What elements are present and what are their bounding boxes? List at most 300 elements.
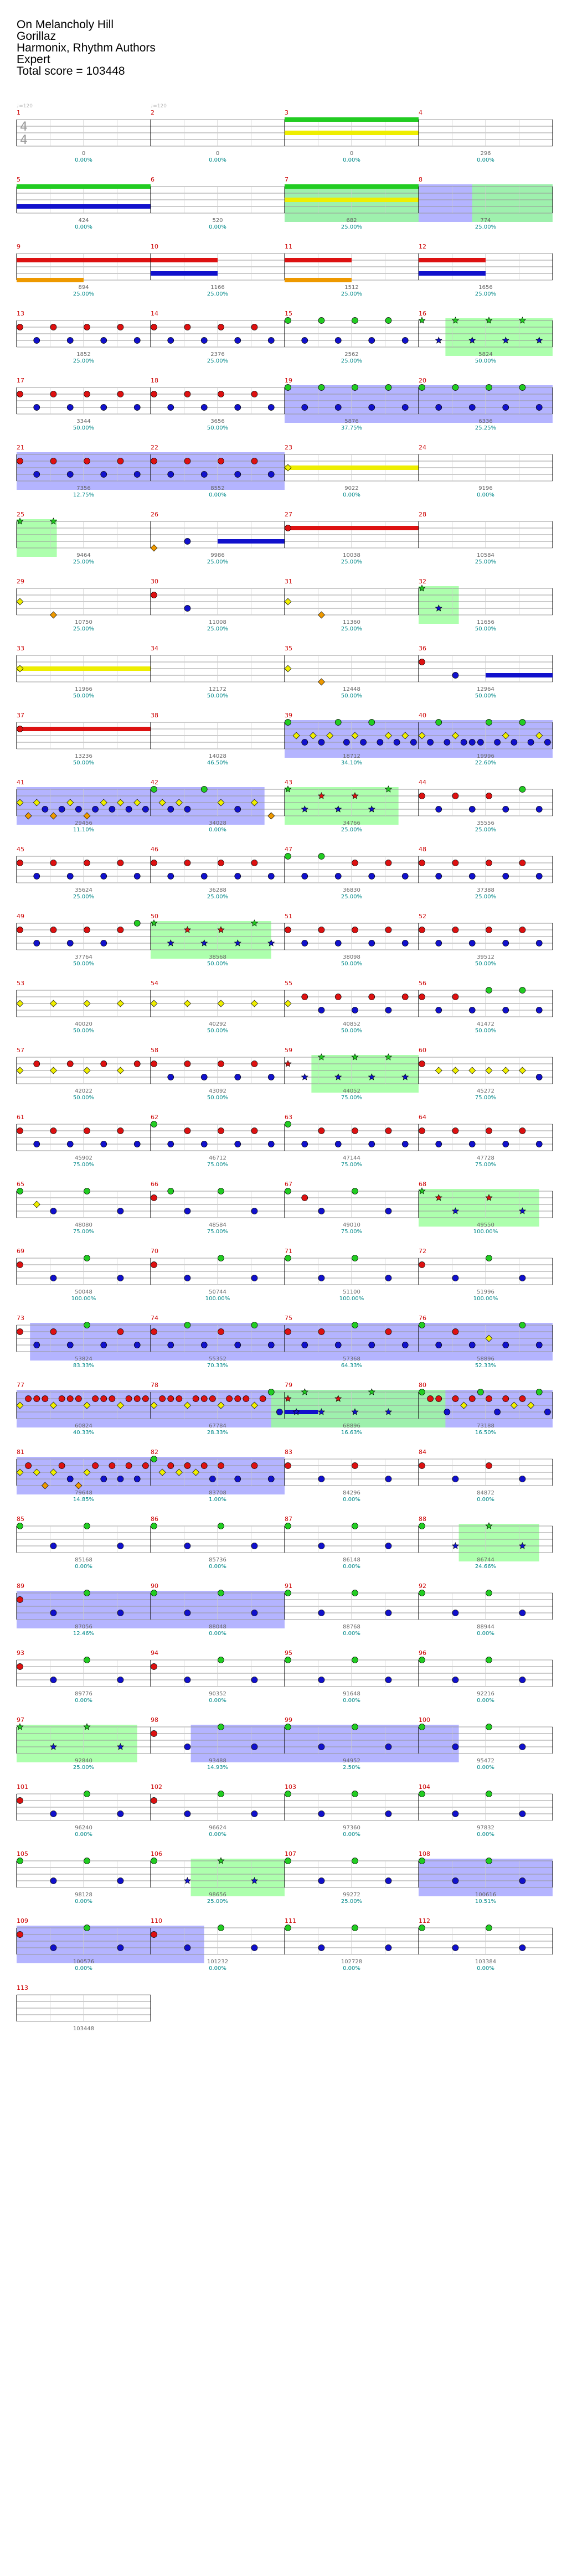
measure-number: 39 (285, 712, 292, 719)
note (84, 324, 90, 330)
note (151, 1456, 157, 1462)
measure-score: 36288 (209, 887, 226, 893)
measure-54 (151, 980, 285, 1034)
note (419, 385, 425, 391)
measure-score: 49010 (343, 1222, 360, 1228)
note (101, 1342, 107, 1348)
measure-score: 89776 (75, 1691, 92, 1697)
note (50, 1878, 56, 1884)
note (235, 1342, 241, 1348)
measure-95 (285, 1649, 419, 1704)
measure-number: 111 (285, 1917, 296, 1925)
measure-score: 40852 (343, 1021, 360, 1027)
measure-score: 47144 (343, 1155, 360, 1161)
measure-percent: 25.00% (475, 291, 497, 297)
measure-74 (151, 1315, 285, 1369)
note (151, 1731, 157, 1737)
note (544, 1409, 550, 1415)
note (17, 458, 23, 464)
note (142, 806, 148, 813)
note-diamond (184, 1000, 191, 1007)
note (117, 1275, 123, 1281)
note (335, 338, 341, 344)
star-power-section (472, 184, 553, 222)
measure-number: 72 (419, 1248, 426, 1255)
note (134, 1396, 140, 1402)
measure-score: 5824 (478, 351, 493, 358)
note (519, 1128, 525, 1134)
measure-score: 91648 (343, 1691, 360, 1697)
measure-62 (151, 1114, 285, 1168)
note (34, 1342, 40, 1348)
measure-number: 106 (151, 1850, 162, 1858)
measure-percent: 0.00% (477, 157, 494, 163)
note (17, 1262, 23, 1268)
note (452, 385, 458, 391)
note (134, 1342, 140, 1348)
measure-number: 50 (151, 913, 158, 920)
measure-percent: 0.00% (209, 1631, 226, 1637)
measure-score: 1166 (210, 285, 225, 291)
note (75, 806, 81, 813)
note (109, 1396, 115, 1402)
measure-score: 100576 (73, 1959, 95, 1965)
note (519, 720, 525, 726)
measure-score: 84296 (343, 1490, 360, 1496)
measure-percent: 25.00% (475, 894, 497, 900)
note (67, 873, 73, 880)
note (385, 1275, 391, 1281)
measure-percent: 16.50% (475, 1430, 497, 1436)
measure-51 (285, 913, 419, 967)
measure-score: 98656 (209, 1892, 226, 1898)
note-diamond (84, 1067, 90, 1074)
measure-percent: 0.00% (477, 1497, 494, 1503)
measure-number: 69 (17, 1248, 24, 1255)
note (335, 405, 341, 411)
measure-score: 98128 (75, 1892, 92, 1898)
note (50, 1677, 56, 1683)
measure-percent: 0.00% (343, 157, 360, 163)
measure-percent: 50.00% (73, 693, 95, 699)
measure-score: 12448 (343, 686, 360, 692)
note (201, 873, 207, 880)
note (469, 739, 475, 746)
note (84, 1925, 90, 1931)
note (260, 1396, 266, 1402)
note (17, 1329, 23, 1335)
measure-percent: 25.00% (207, 358, 229, 364)
note (494, 1409, 501, 1415)
note (159, 1396, 166, 1402)
note (410, 739, 416, 746)
measure-score: 2376 (210, 351, 225, 358)
note (402, 405, 408, 411)
measure-number: 53 (17, 980, 24, 987)
note-diamond (50, 612, 57, 618)
measure-number: 6 (151, 176, 154, 183)
note (17, 324, 23, 330)
note (184, 1811, 190, 1817)
measure-percent: 0.00% (343, 1497, 360, 1503)
note (151, 458, 157, 464)
measure-percent: 50.00% (341, 961, 363, 967)
measure-percent: 0.00% (75, 1832, 92, 1838)
note (436, 720, 442, 726)
measure-score: 9022 (344, 485, 359, 492)
measure-score: 73188 (477, 1423, 494, 1429)
note-diamond (285, 665, 291, 672)
note (369, 405, 375, 411)
note (101, 873, 107, 880)
note (17, 1188, 23, 1194)
note (419, 927, 425, 933)
note (302, 405, 308, 411)
measure-percent: 0.00% (343, 1631, 360, 1637)
measure-26 (151, 511, 285, 565)
note (218, 458, 224, 464)
measure-score: 6336 (478, 418, 493, 425)
measure-92 (419, 1582, 553, 1637)
note (126, 1396, 132, 1402)
note (251, 1208, 257, 1214)
note (469, 1342, 475, 1348)
measure-percent: 75.00% (207, 1162, 229, 1168)
measure-47 (285, 846, 419, 900)
note (318, 1128, 324, 1134)
measure-number: 61 (17, 1114, 24, 1121)
note (42, 1396, 48, 1402)
measure-6 (151, 176, 285, 230)
measure-45 (17, 846, 151, 900)
note (67, 338, 73, 344)
note (436, 405, 442, 411)
note (17, 726, 23, 732)
note (285, 1791, 291, 1797)
measure-score: 38568 (209, 954, 226, 960)
measure-percent: 12.46% (73, 1631, 95, 1637)
note (134, 1476, 140, 1482)
measure-score: 9464 (76, 552, 91, 558)
measure-percent: 75.00% (73, 1229, 95, 1235)
star-power-section (271, 1390, 285, 1427)
measure-score: 1852 (76, 351, 91, 358)
note (151, 1590, 157, 1596)
measure-score: 68896 (343, 1423, 360, 1429)
measure-3 (285, 109, 419, 163)
note (17, 1597, 23, 1603)
note (302, 940, 308, 946)
note-diamond (218, 1000, 224, 1007)
note (59, 1463, 65, 1469)
note (92, 1396, 99, 1402)
measure-score: 103448 (73, 2026, 95, 2032)
note (34, 472, 40, 478)
note (50, 1543, 56, 1549)
star-power-section (285, 787, 399, 825)
note (419, 1925, 425, 1931)
note (34, 405, 40, 411)
measure-number: 109 (17, 1917, 28, 1925)
note (419, 659, 425, 665)
note (34, 338, 40, 344)
measure-percent: 0.00% (209, 224, 226, 230)
note (251, 1811, 257, 1817)
note (285, 1724, 291, 1730)
measure-number: 66 (151, 1181, 158, 1188)
measure-number: 94 (151, 1649, 158, 1657)
note (25, 1463, 32, 1469)
note (168, 338, 174, 344)
measure-number: 56 (419, 980, 426, 987)
note (251, 458, 257, 464)
measure-number: 76 (419, 1315, 426, 1322)
note (201, 1074, 207, 1080)
note (50, 1208, 56, 1214)
note (318, 1543, 324, 1549)
note (318, 1677, 324, 1683)
measure-number: 86 (151, 1515, 158, 1523)
measure-percent: 70.33% (207, 1363, 229, 1369)
measure-score: 90352 (209, 1691, 226, 1697)
note (50, 1811, 56, 1817)
note (385, 318, 391, 324)
measure-percent: 25.00% (73, 1765, 95, 1771)
note (427, 739, 434, 746)
measure-score: 40020 (75, 1021, 92, 1027)
note (519, 1878, 525, 1884)
measure-69 (17, 1248, 151, 1302)
measure-number: 95 (285, 1649, 292, 1657)
note (318, 1275, 324, 1281)
note (218, 1925, 224, 1931)
measure-number: 107 (285, 1850, 296, 1858)
note (352, 927, 358, 933)
measure-score: 0 (81, 151, 86, 157)
measure-number: 103 (285, 1783, 296, 1791)
measure-percent: 0.00% (477, 1965, 494, 1972)
note (151, 1798, 157, 1804)
note (84, 1255, 90, 1261)
note (318, 854, 324, 860)
note-diamond (117, 1067, 124, 1074)
measure-score: 11656 (477, 619, 494, 625)
measure-number: 88 (419, 1515, 426, 1523)
note (50, 1945, 56, 1951)
measure-percent: 50.00% (73, 1028, 95, 1034)
measure-42 (151, 779, 285, 833)
tempo-marking: ♩=120 (151, 104, 167, 109)
measure-36 (419, 645, 553, 699)
measure-percent: 0.00% (343, 1564, 360, 1570)
measure-16 (419, 310, 553, 364)
measure-number: 48 (419, 846, 426, 853)
note (335, 994, 341, 1000)
star-note (285, 1061, 291, 1067)
note (511, 739, 517, 746)
measure-number: 1 (17, 109, 20, 116)
measure-96 (419, 1649, 553, 1704)
measure-50 (151, 913, 285, 967)
note (469, 1141, 475, 1147)
measure-percent: 1.00% (209, 1497, 226, 1503)
measure-13 (17, 310, 151, 364)
measure-68 (419, 1181, 553, 1235)
measure-number: 58 (151, 1047, 158, 1054)
note (369, 338, 375, 344)
measure-93 (17, 1649, 151, 1704)
note (101, 1061, 107, 1067)
measure-percent: 34.10% (341, 760, 363, 766)
note (352, 1590, 358, 1596)
solo-section (419, 1725, 459, 1762)
note (117, 927, 123, 933)
note (318, 1208, 324, 1214)
note (184, 806, 190, 813)
note (285, 318, 291, 324)
measure-score: 51996 (477, 1289, 494, 1295)
note (184, 1061, 190, 1067)
measure-percent: 0.00% (209, 1965, 226, 1972)
note-diamond (519, 1067, 526, 1074)
note (235, 472, 241, 478)
note (117, 1329, 123, 1335)
measure-number: 108 (419, 1850, 430, 1858)
note (528, 739, 534, 746)
measure-score: 0 (215, 151, 220, 157)
note (84, 1322, 90, 1328)
note (318, 1610, 324, 1616)
measure-number: 11 (285, 243, 292, 250)
note (452, 1329, 458, 1335)
note (452, 1275, 458, 1281)
note (92, 806, 99, 813)
measure-percent: 50.00% (475, 626, 497, 632)
note (134, 1061, 140, 1067)
measure-score: 8552 (210, 485, 225, 492)
note (17, 860, 23, 866)
measure-score: 86148 (343, 1557, 360, 1563)
note (67, 1061, 73, 1067)
note (184, 1322, 190, 1328)
note (117, 1811, 123, 1817)
measure-39 (285, 712, 419, 766)
measure-number: 55 (285, 980, 292, 987)
note (486, 1791, 492, 1797)
measure-number: 32 (419, 578, 426, 585)
measure-percent: 0.00% (477, 1765, 494, 1771)
note (503, 1396, 509, 1402)
note (452, 1396, 458, 1402)
note (268, 1476, 274, 1482)
measure-score: 774 (480, 218, 491, 224)
note (469, 806, 475, 813)
measure-53 (17, 980, 151, 1034)
note (369, 720, 375, 726)
measure-number: 67 (285, 1181, 292, 1188)
measure-score: 92216 (477, 1691, 494, 1697)
measure-number: 16 (419, 310, 426, 317)
note (268, 472, 274, 478)
measure-number: 10 (151, 243, 158, 250)
measure-number: 63 (285, 1114, 292, 1121)
note (452, 1945, 458, 1951)
measure-7 (285, 176, 419, 230)
note (394, 739, 400, 746)
note (503, 873, 509, 880)
measure-score: 67784 (209, 1423, 226, 1429)
measure-46 (151, 846, 285, 900)
measure-number: 2 (151, 109, 154, 116)
note (168, 1188, 174, 1194)
measure-9 (17, 243, 151, 297)
note (84, 458, 90, 464)
note (117, 391, 123, 397)
note (419, 1858, 425, 1864)
note (377, 739, 383, 746)
note (519, 787, 525, 793)
note (17, 1128, 23, 1134)
note (486, 1590, 492, 1596)
measure-97 (17, 1716, 151, 1771)
measure-76 (419, 1315, 553, 1369)
note (519, 1476, 525, 1482)
note (419, 1657, 425, 1663)
note (168, 873, 174, 880)
note (84, 1657, 90, 1663)
measure-percent: 0.00% (209, 1698, 226, 1704)
measure-number: 25 (17, 511, 24, 518)
measure-percent: 0.00% (75, 157, 92, 163)
note (42, 806, 48, 813)
note (486, 1463, 492, 1469)
note (201, 472, 207, 478)
note (285, 1463, 291, 1469)
note (519, 860, 525, 866)
measure-90 (151, 1582, 285, 1637)
note (168, 1342, 174, 1348)
note (50, 391, 56, 397)
measure-79 (285, 1382, 419, 1436)
measure-percent: 28.33% (207, 1430, 229, 1436)
note-diamond (117, 1000, 124, 1007)
measure-number: 3 (285, 109, 288, 116)
note (519, 1396, 525, 1402)
note (151, 1061, 157, 1067)
measure-number: 82 (151, 1449, 158, 1456)
note (452, 1476, 458, 1482)
measure-number: 105 (17, 1850, 28, 1858)
measure-percent: 64.33% (341, 1363, 363, 1369)
measure-percent: 0.00% (75, 1564, 92, 1570)
note (352, 1724, 358, 1730)
note (134, 920, 140, 927)
measure-percent: 25.00% (73, 559, 95, 565)
measure-percent: 14.85% (73, 1497, 95, 1503)
note (101, 472, 107, 478)
measure-score: 100616 (475, 1892, 497, 1898)
measure-112 (419, 1917, 553, 1972)
measure-number: 64 (419, 1114, 426, 1121)
measure-12 (419, 243, 553, 297)
measure-number: 54 (151, 980, 158, 987)
note (168, 405, 174, 411)
measure-number: 57 (17, 1047, 24, 1054)
note (285, 927, 291, 933)
measure-score: 19996 (477, 753, 494, 759)
star-power-section (419, 1189, 539, 1227)
note (436, 1342, 442, 1348)
